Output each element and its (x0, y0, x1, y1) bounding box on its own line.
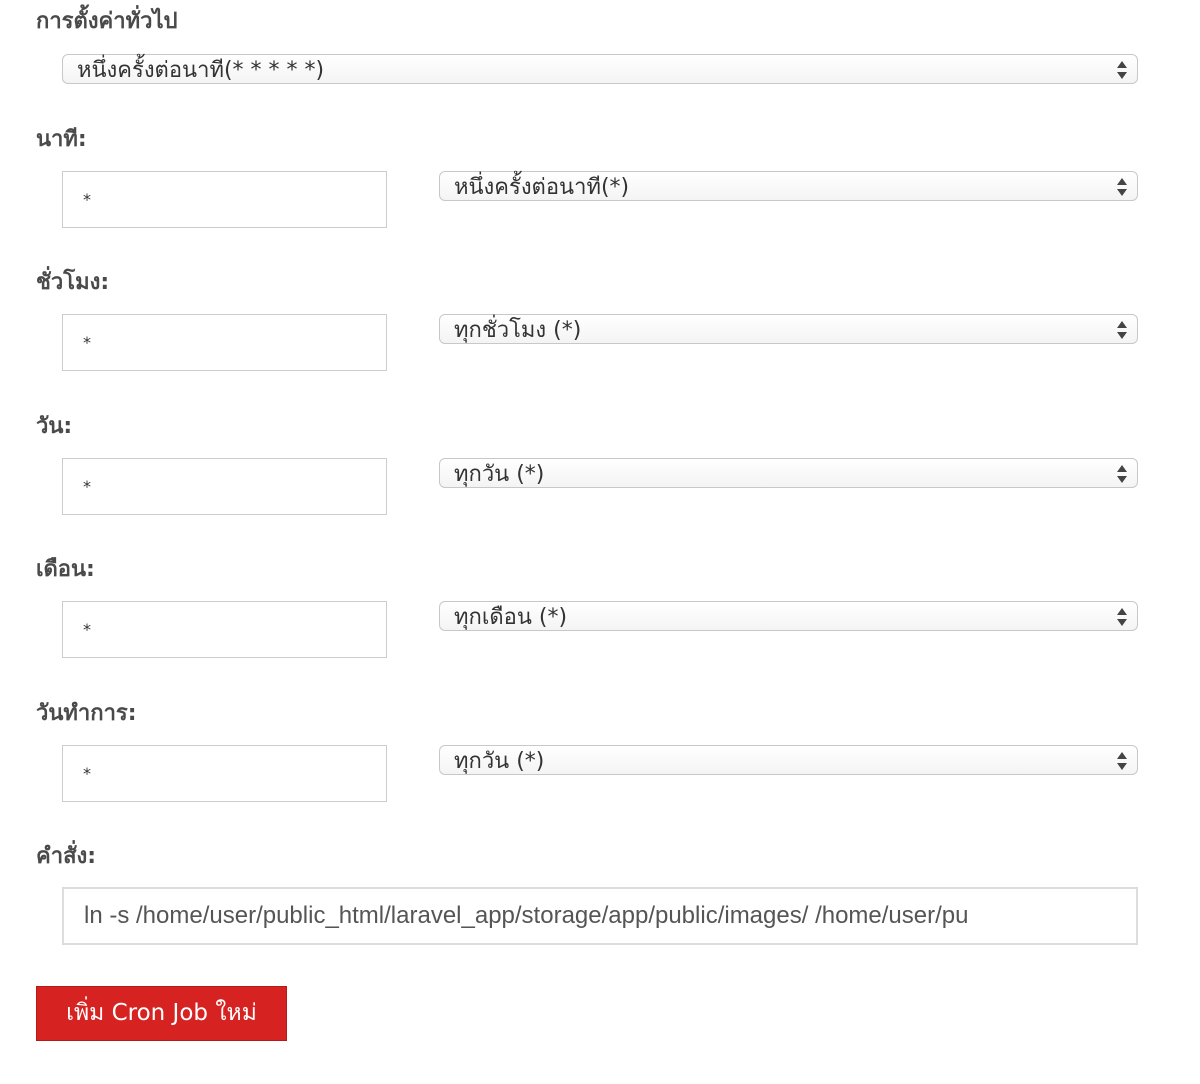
weekday-select[interactable] (439, 745, 1138, 775)
command-label: คำสั่ง: (36, 844, 97, 869)
minute-label: นาที: (36, 127, 87, 152)
hour-selected: ทุกชั่วโมง (*) (454, 318, 582, 343)
minute-select[interactable] (439, 171, 1138, 201)
hour-label: ชั่วโมง: (36, 270, 110, 295)
up-down-arrows-icon (1116, 750, 1128, 772)
common-settings-label: การตั้งค่าทั่วไป (36, 9, 178, 34)
up-down-arrows-icon (1116, 176, 1128, 198)
up-down-arrows-icon (1116, 319, 1128, 341)
day-label: วัน: (36, 414, 73, 439)
minute-selected: หนึ่งครั้งต่อนาที(*) (454, 175, 630, 200)
day-selected: ทุกวัน (*) (454, 462, 545, 487)
day-select[interactable] (439, 458, 1138, 488)
common-settings-selected: หนึ่งครั้งต่อนาที(* * * * *) (77, 58, 325, 83)
weekday-input[interactable] (62, 745, 387, 802)
add-cron-job-button[interactable]: เพิ่ม Cron Job ใหม่ (36, 986, 287, 1041)
month-selected: ทุกเดือน (*) (454, 605, 568, 630)
weekday-label: วันทำการ: (36, 701, 137, 726)
up-down-arrows-icon (1116, 463, 1128, 485)
hour-select[interactable] (439, 314, 1138, 344)
up-down-arrows-icon (1116, 606, 1128, 628)
up-down-arrows-icon (1116, 59, 1128, 81)
command-input[interactable] (62, 887, 1138, 945)
month-label: เดือน: (36, 557, 95, 582)
month-input[interactable] (62, 601, 387, 658)
hour-input[interactable] (62, 314, 387, 371)
common-settings-select[interactable] (62, 54, 1138, 84)
minute-input[interactable] (62, 171, 387, 228)
month-select[interactable] (439, 601, 1138, 631)
weekday-selected: ทุกวัน (*) (454, 749, 545, 774)
day-input[interactable] (62, 458, 387, 515)
